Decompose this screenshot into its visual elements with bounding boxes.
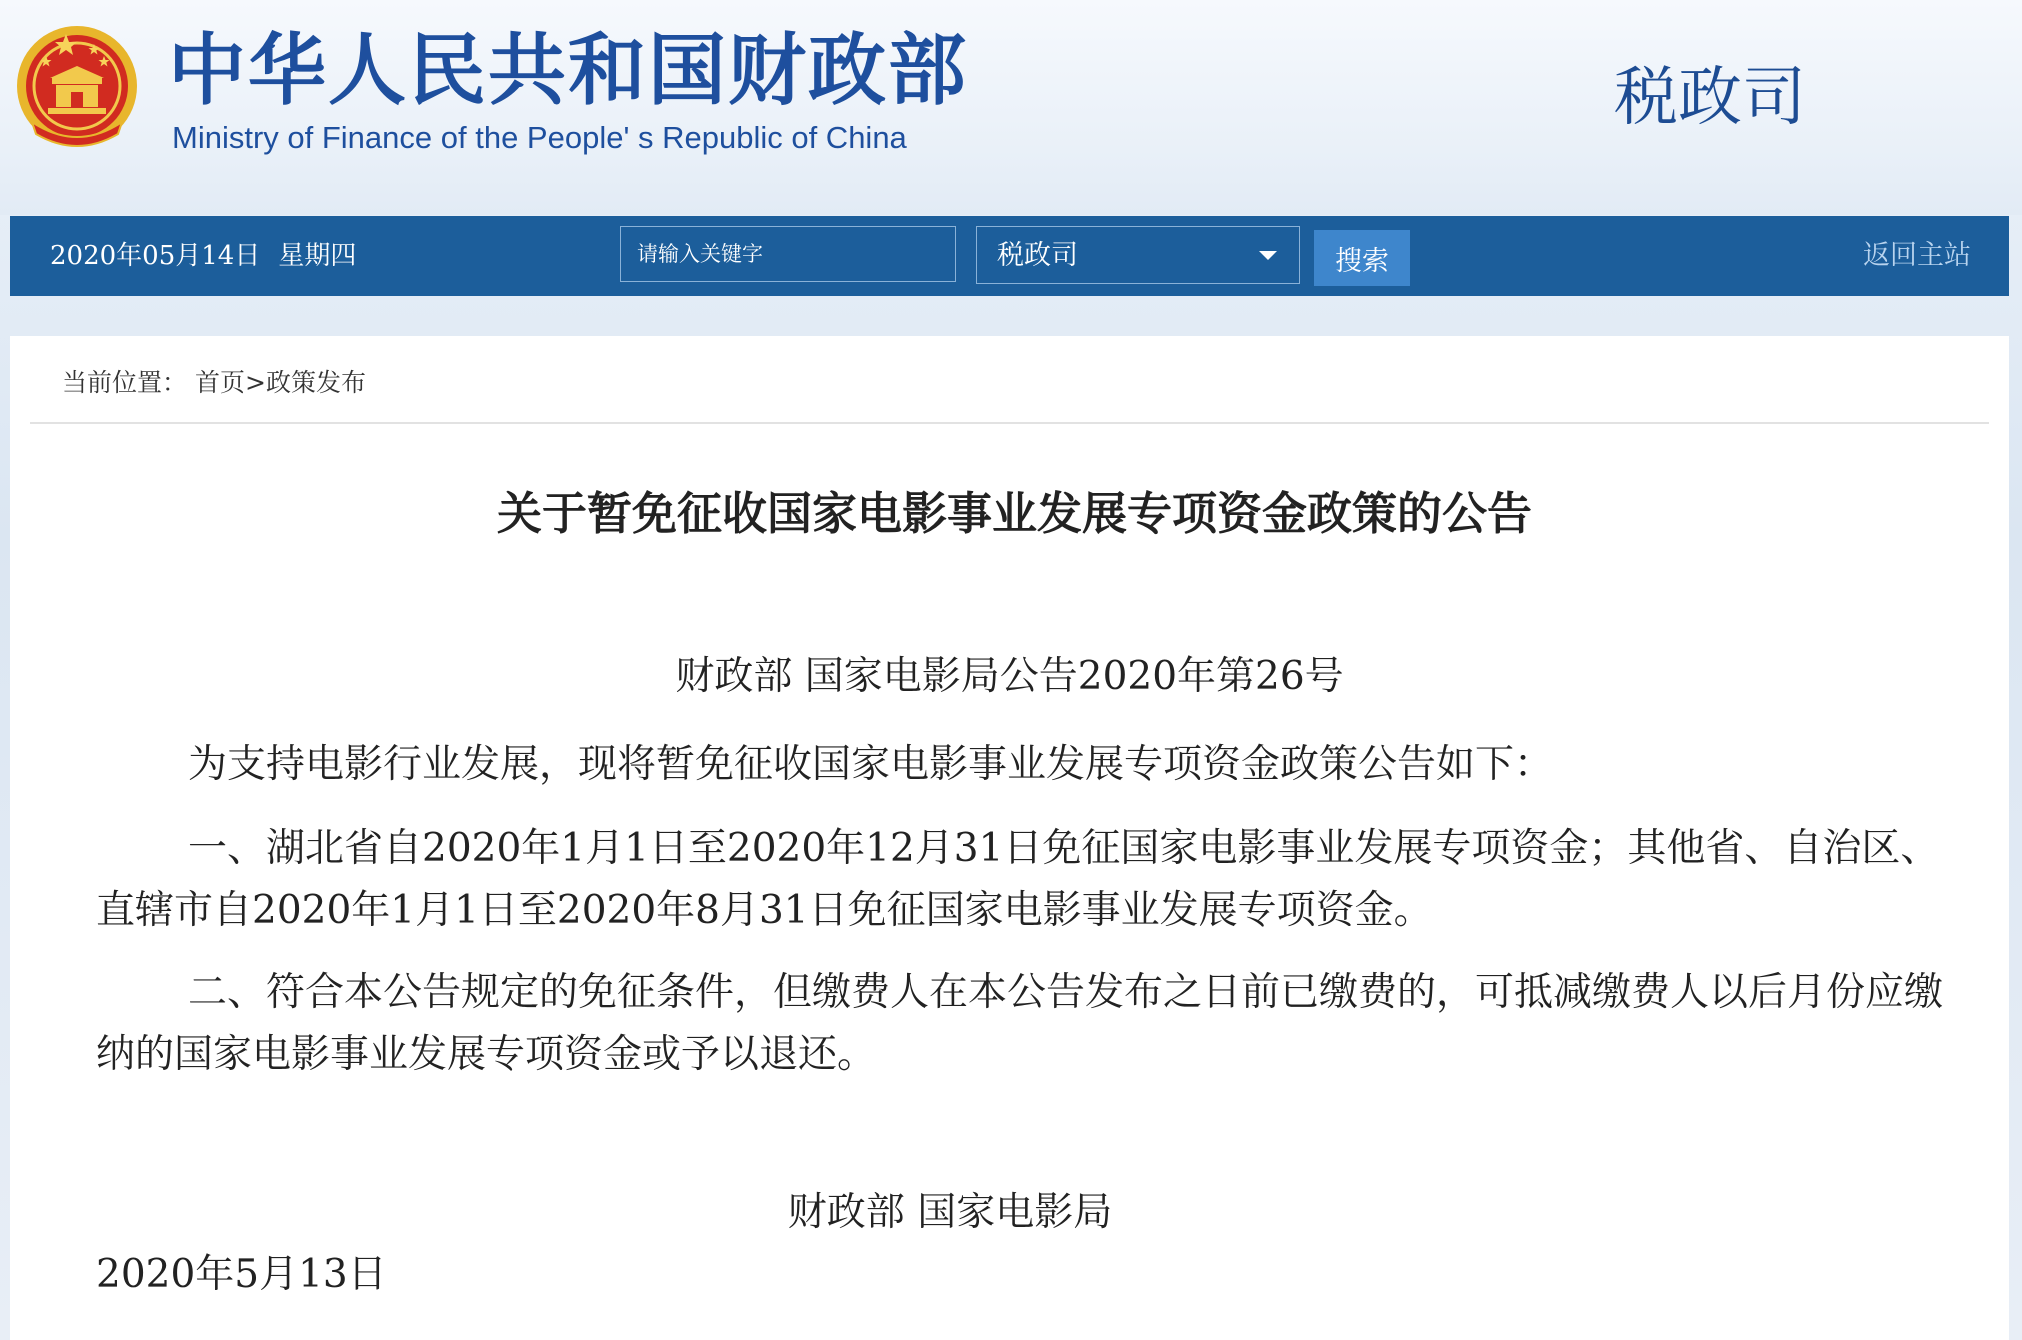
breadcrumb-divider: [30, 422, 1989, 424]
article-panel: [10, 336, 2009, 1340]
article-title: 关于暂免征收国家电影事业发展专项资金政策的公告: [496, 487, 1532, 540]
search-button[interactable]: 搜索: [1314, 230, 1410, 286]
search-scope-value: 税政司: [997, 240, 1078, 271]
search-input[interactable]: [620, 226, 956, 282]
article-paragraph-1: 一、湖北省自2020年1月1日至2020年12月31日免征国家电影事业发展专项资金；其他省、自治区、直辖市自2020年1月1日至2020年8月31日免征国家电影事业发展专项资金。: [96, 826, 1940, 933]
nav-bar: [10, 216, 2009, 296]
breadcrumb-separator: >: [244, 368, 266, 397]
breadcrumb-label: 当前位置：: [62, 368, 188, 397]
signature-date: 2020年5月13日: [96, 1252, 387, 1297]
article-paragraph-intro: 为支持电影行业发展，现将暂免征收国家电影事业发展专项资金政策公告如下：: [188, 742, 1554, 787]
site-title-english: Ministry of Finance of the People' s Republic of China: [172, 120, 907, 155]
article-paragraph-2: 二、符合本公告规定的免征条件，但缴费人在本公告发布之日前已缴费的，可抵减缴费人以后月份应缴纳的国家电影事业发展专项资金或予以退还。: [96, 970, 1944, 1077]
search-scope-select[interactable]: [976, 226, 1300, 284]
breadcrumb: [62, 366, 366, 400]
weekday-text: 星期四: [278, 241, 357, 271]
return-home-link[interactable]: 返回主站: [1863, 240, 1971, 271]
department-name: 税政司: [1614, 61, 1806, 135]
document-number: 财政部 国家电影局公告2020年第26号: [675, 654, 1344, 699]
chevron-down-icon: [1259, 251, 1277, 260]
signature-organization: 财政部 国家电影局: [787, 1190, 1113, 1235]
breadcrumb-current-link[interactable]: 政策发布: [265, 368, 366, 397]
current-date: [50, 238, 356, 274]
site-title: 中华人民共和国财政部: [168, 26, 969, 116]
national-emblem-icon: [14, 22, 140, 154]
date-text: 2020年05月14日: [50, 241, 261, 271]
breadcrumb-home-link[interactable]: 首页: [194, 368, 245, 397]
site-header: [0, 0, 2022, 215]
